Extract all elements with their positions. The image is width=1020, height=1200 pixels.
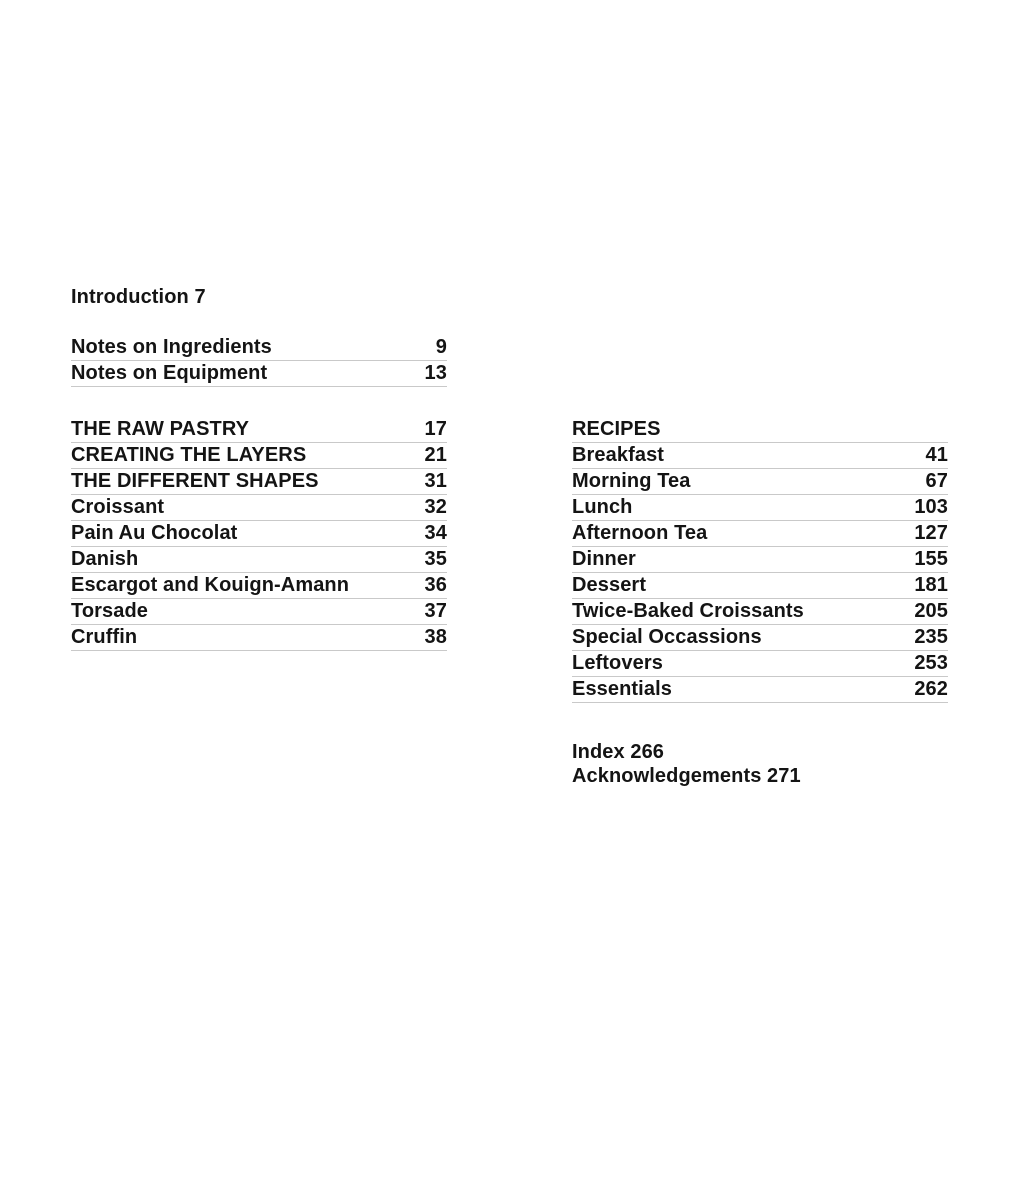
toc-entry-label: Danish xyxy=(71,548,139,570)
toc-entry-label: CREATING THE LAYERS xyxy=(71,444,307,466)
toc-entry-label: THE RAW PASTRY xyxy=(71,418,250,440)
toc-entry-label: Pain Au Chocolat xyxy=(71,522,238,544)
toc-entry-label: Torsade xyxy=(71,600,149,622)
toc-entry-page: 67 xyxy=(925,470,948,492)
toc-entry-page: 103 xyxy=(914,496,948,518)
toc-entry-label: Introduction xyxy=(71,286,189,308)
toc-entry-label: Index xyxy=(572,741,625,763)
toc-entry-page: 21 xyxy=(424,444,447,466)
toc-row[interactable] xyxy=(71,495,447,521)
toc-row[interactable] xyxy=(572,521,948,547)
toc-entry-page: 31 xyxy=(424,470,447,492)
toc-row[interactable] xyxy=(572,469,948,495)
toc-entry-label: Notes on Equipment xyxy=(71,362,268,384)
toc-entry-page: 34 xyxy=(424,522,447,544)
toc-row[interactable] xyxy=(71,469,447,495)
toc-row[interactable] xyxy=(572,495,948,521)
toc-row[interactable] xyxy=(572,573,948,599)
toc-row[interactable] xyxy=(71,443,447,469)
toc-entry-label: Special Occassions xyxy=(572,626,762,648)
toc-entry-page: 155 xyxy=(914,548,948,570)
toc-entry-page: 9 xyxy=(435,336,447,358)
toc-entry-page: 32 xyxy=(424,496,447,518)
toc-entry-label: Breakfast xyxy=(572,444,665,466)
toc-recipes-block xyxy=(572,417,948,703)
toc-row[interactable] xyxy=(71,547,447,573)
toc-entry-page: 36 xyxy=(424,574,447,596)
toc-entry-page: 181 xyxy=(914,574,948,596)
toc-entry-label: Dinner xyxy=(572,548,636,570)
toc-entry-page: 262 xyxy=(914,678,948,700)
toc-pastry-block xyxy=(71,417,447,651)
toc-entry-page: 41 xyxy=(925,444,948,466)
toc-acknowledgements-entry[interactable] xyxy=(572,764,801,788)
toc-index-entry[interactable] xyxy=(572,740,801,764)
toc-row[interactable] xyxy=(71,417,447,443)
toc-row[interactable] xyxy=(71,521,447,547)
toc-entry-label: Leftovers xyxy=(572,652,663,674)
toc-entry-label: Cruffin xyxy=(71,626,138,648)
toc-row[interactable] xyxy=(71,573,447,599)
toc-heading-label: RECIPES xyxy=(572,418,661,440)
toc-entry-page: 127 xyxy=(914,522,948,544)
toc-entry-page: 37 xyxy=(424,600,447,622)
toc-entry-label: Twice-Baked Croissants xyxy=(572,600,804,622)
toc-entry-page: 38 xyxy=(424,626,447,648)
toc-introduction[interactable] xyxy=(71,285,206,309)
toc-row[interactable] xyxy=(71,599,447,625)
toc-row[interactable] xyxy=(572,443,948,469)
toc-entry-page: 271 xyxy=(767,765,801,787)
toc-entry-label: Escargot and Kouign-Amann xyxy=(71,574,350,596)
toc-entry-page: 13 xyxy=(424,362,447,384)
toc-row[interactable] xyxy=(71,335,447,361)
toc-entry-page: 17 xyxy=(424,418,447,440)
toc-row[interactable] xyxy=(572,677,948,703)
toc-entry-page: 235 xyxy=(914,626,948,648)
toc-row[interactable] xyxy=(71,361,447,387)
toc-row[interactable] xyxy=(572,599,948,625)
toc-entry-page: 205 xyxy=(914,600,948,622)
toc-entry-label: Notes on Ingredients xyxy=(71,336,272,358)
toc-entry-page: 266 xyxy=(630,741,665,763)
toc-section-heading[interactable] xyxy=(572,417,948,443)
toc-entry-label: THE DIFFERENT SHAPES xyxy=(71,470,319,492)
toc-entry-page: 35 xyxy=(424,548,447,570)
toc-entry-label: Dessert xyxy=(572,574,647,596)
toc-row[interactable] xyxy=(71,625,447,651)
toc-entry-page: 7 xyxy=(194,286,206,308)
toc-back-matter xyxy=(572,740,801,788)
toc-entry-label: Croissant xyxy=(71,496,165,518)
toc-row[interactable] xyxy=(572,651,948,677)
toc-notes-block xyxy=(71,335,447,387)
toc-entry-label: Afternoon Tea xyxy=(572,522,708,544)
toc-entry-label: Acknowledgements xyxy=(572,765,762,787)
toc-row[interactable] xyxy=(572,625,948,651)
toc-entry-label: Morning Tea xyxy=(572,470,691,492)
toc-entry-page: 253 xyxy=(914,652,948,674)
toc-entry-label: Lunch xyxy=(572,496,633,518)
toc-row[interactable] xyxy=(572,547,948,573)
toc-entry-label: Essentials xyxy=(572,678,672,700)
